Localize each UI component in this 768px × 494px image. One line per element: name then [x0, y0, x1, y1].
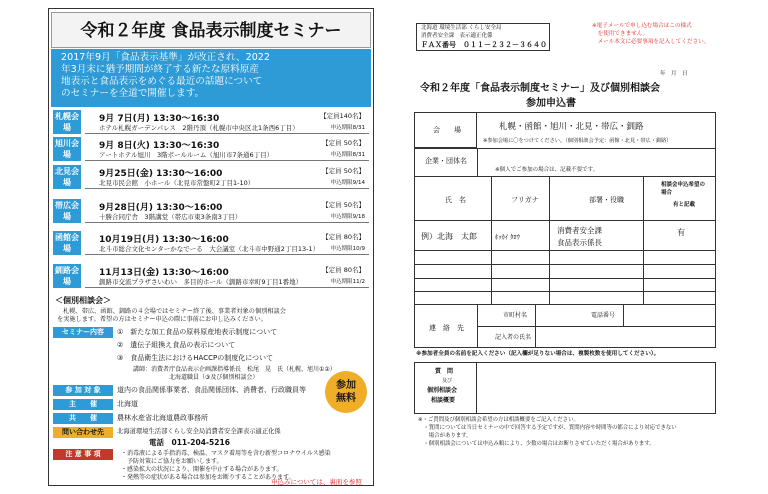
venue-kushiro [53, 264, 369, 288]
venue-capacity: 【定員 80名】 [322, 233, 365, 241]
inquiry-text: 北海道環境生活部くらし安全局消費者安全課表示適正化係 [117, 428, 281, 435]
col-consult: 相談会申込希望の [661, 182, 706, 188]
content-label: セミナー内容 [53, 327, 113, 338]
venue-label: 帯広会場 [55, 201, 79, 221]
venue-place: 釧路市交流プラザさいわい 多目的ホール（釧路市幸町9丁目1番地） [99, 278, 303, 286]
venue-date: 9月 8日(火) 13:30～16:30 [99, 141, 220, 151]
bottom-note: 場合があります。 [418, 433, 472, 439]
col-consult: 有と記載 [673, 202, 696, 208]
phone-field[interactable] [623, 304, 624, 326]
flyer-title: 令和２年度 食品表示制度セミナー [51, 12, 371, 48]
intro-line: 年3月末に猶予期間が終了する新たな原料原産 [61, 64, 259, 75]
example-name: 例）北海 太郎 [421, 232, 477, 241]
venue-deadline: 申込期限10/9 [330, 246, 365, 252]
email-note: メール本文に必要事項を記入してください。 [592, 39, 710, 45]
date-line: 年 月 日 [660, 71, 688, 77]
host-text: 北海道 [117, 400, 138, 408]
example-furigana: ﾎｯｶｲ ﾀﾛｳ [495, 233, 520, 241]
venue-capacity: 【定員 50名】 [322, 201, 365, 209]
note-line: ・感染拡大の状況により、開催を中止する場合があります。 [121, 466, 283, 473]
note-line: ・消毒液による手指消毒、検温、マスク着用等を含む新型コロナウイルス感染 [121, 450, 331, 457]
venue-date: 9月28日(月) 13:30～16:00 [99, 203, 223, 213]
org-input[interactable]: ※個人でご参加の場合は、記載不要です。 [495, 167, 599, 173]
venue-place: アートホテル旭川 3階ボールルーム（旭川市7条通6丁目） [99, 151, 274, 159]
content-item: ③ 食品衛生法におけるHACCPの制度化について [117, 354, 274, 362]
header-line: 北海道 環境生活部 くらし安全局 [421, 25, 502, 31]
venue-date: 11月13日(金) 13:30～16:00 [99, 268, 229, 278]
col-name: 氏 名 [445, 196, 466, 204]
venue-options[interactable]: 札幌・函館・旭川・北見・帯広・釧路 [499, 122, 644, 132]
venue-deadline: 申込期限11/2 [330, 279, 365, 285]
venue-deadline: 申込期限8/31 [330, 125, 365, 131]
intro-block [51, 49, 371, 107]
example-consult: 有 [677, 228, 685, 237]
notes-label: 注 意 事 項 [53, 449, 113, 460]
note-line: 予防対策にご協力をお願いします。 [121, 458, 223, 465]
target-label: 参 加 対 象 [53, 385, 113, 396]
cohost-label: 共 催 [53, 413, 113, 424]
venue-capacity: 【定員 50名】 [322, 139, 365, 147]
free-badge-text: 参加 [336, 380, 356, 391]
content-item: ① 新たな加工食品の原料原産地表示制度について [117, 328, 278, 336]
host-label: 主 催 [53, 399, 113, 410]
cohost-text: 農林水産省北海道農政事務所 [117, 414, 208, 422]
participant-note: ※参加者全員の名前を記入ください（記入欄が足りない場合は、複製枚数を使用してください）。 [416, 351, 660, 357]
phone-label: 電話番号 [591, 312, 616, 319]
venue-date: 9月 7日(月) 13:30～16:30 [99, 114, 220, 124]
form-subtitle: 参加申込書 [526, 98, 576, 109]
lecturer-line: 講師：消費者庁食品表示企画課指導係長 松尾 晃 氏（札幌、旭川①②） [133, 366, 336, 373]
question-box[interactable] [414, 362, 716, 414]
venue-deadline: 申込期限8/31 [330, 152, 365, 158]
venue-place: 十勝合同庁舎 3階講堂（帯広市東3条南3丁目） [99, 213, 242, 221]
bottom-note: ※・ご質問及び個別相談会希望の方は相談概要をご記入ください。 [418, 417, 579, 423]
venue-note: ※参加会場に〇をつけてください。（個別相談会予定：函館・北見・帯広・釧路） [483, 138, 672, 144]
email-note: を使用できません。 [592, 31, 649, 37]
contact-label: 連 絡 先 [429, 324, 464, 332]
venue-capacity: 【定員 80名】 [322, 266, 365, 274]
venue-capacity: 【定員 50名】 [322, 167, 365, 175]
example-dept: 消費者安全課 [557, 226, 602, 235]
consult-line: 札幌、帯広、函館、釧路の４会場ではセミナー終了後、事業者対象の個別相談会 [57, 308, 286, 315]
bottom-note: ・質問については当日セミナーの中で回答する予定ですが、質問内容や時間等の都合により対応できない [418, 425, 677, 431]
venue-date: 10月19日(月) 13:30～16:00 [99, 235, 229, 245]
footer-note: 申込みについては、裏面を参照 [271, 478, 362, 486]
target-text: 道内の食品関係事業者、食品関係団体、消費者、行政職員等 [117, 386, 306, 394]
venue-place: 北見市民会館 小ホール（北見市常盤町2丁目1-10） [99, 179, 255, 187]
header-line: 消費者安全課 表示適正化係 [421, 33, 493, 39]
example-dept: 食品表示係長 [557, 238, 602, 247]
form-title: 令和２年度「食品表示制度セミナー」及び個別相談会 [420, 83, 660, 94]
venue-capacity: 【定員140名】 [320, 112, 365, 120]
flyer-page [48, 8, 374, 486]
question-label: 質 問 [435, 368, 454, 375]
fax-number: ＦＡＸ番号 ０１１－２３２－３６４０ [421, 41, 547, 49]
content-item: ② 遺伝子組換え食品の表示について [117, 341, 236, 349]
blank-row[interactable] [415, 278, 715, 279]
free-badge-text: 無料 [336, 393, 356, 404]
question-label: 及び [442, 378, 453, 384]
venue-deadline: 申込期限9/18 [330, 214, 365, 220]
col-consult: 場合 [661, 190, 673, 196]
org-label: 企業・団体名 [425, 157, 467, 165]
venue-deadline: 申込期限9/14 [330, 180, 365, 186]
venue-kitami [53, 165, 369, 189]
intro-line: 2017年9月「食品表示基準」が改正され、2022 [61, 52, 271, 63]
consult-line: を実施します。希望の方はセミナー申込の際に事前にお申し込みください。 [57, 316, 267, 323]
venue-hakodate [53, 231, 369, 255]
venue-label: 釧路会場 [55, 266, 79, 286]
muni-label: 市町村名 [503, 312, 528, 319]
venue-label: 旭川会場 [55, 139, 79, 159]
note-line: ・発熱等の症状がある場合は参加をお断りすることがあります。 [121, 474, 295, 481]
inquiry-label: 問い合わせ先 [53, 427, 113, 438]
venue-asahikawa [53, 137, 369, 161]
person-label: 記入者の氏名 [495, 334, 532, 341]
intro-line: のセミナーを全道で開催します。 [61, 88, 205, 99]
venue-place: ホテル札幌ガーデンパレス 2階丹頂（札幌市中央区北1条西6丁目） [99, 124, 299, 132]
consult-heading: ＜個別相談会＞ [55, 296, 111, 305]
venue-sapporo [53, 110, 369, 134]
venue-date: 9月25日(金) 13:30～16:00 [99, 169, 223, 179]
venue-label: 函館会場 [55, 233, 79, 253]
lecturer-line: 北海道職員（③及び個別相談会） [169, 374, 259, 381]
bottom-note: ・個別相談会については申込み順により、少数の場合はお断りさせていただく場合があります。 [418, 441, 655, 447]
venue-row-label: 会 場 [433, 126, 461, 134]
fax-header-box [416, 23, 550, 51]
intro-line: 地表示と食品表示をめぐる最近の話題について [61, 76, 263, 87]
email-note: ※電子メールで申し込む場合はこの様式 [592, 23, 692, 29]
venue-obihiro [53, 199, 369, 223]
blank-row[interactable] [415, 291, 715, 292]
question-label: 相談概要 [431, 397, 456, 404]
col-furigana: フリガナ [511, 196, 539, 204]
application-table [414, 112, 716, 348]
venue-label: 北見会場 [55, 167, 79, 187]
free-badge [325, 371, 367, 413]
inquiry-phone: 電話 011-204-5216 [149, 438, 230, 447]
venue-label: 札幌会場 [55, 112, 79, 132]
col-dept: 部署・役職 [589, 196, 624, 204]
question-label: 個別相談会 [427, 387, 458, 394]
venue-place: 北斗市総合文化センターかなでーる 大会議室（北斗市中野通2丁目13-1） [99, 245, 320, 253]
blank-row[interactable] [415, 264, 715, 265]
